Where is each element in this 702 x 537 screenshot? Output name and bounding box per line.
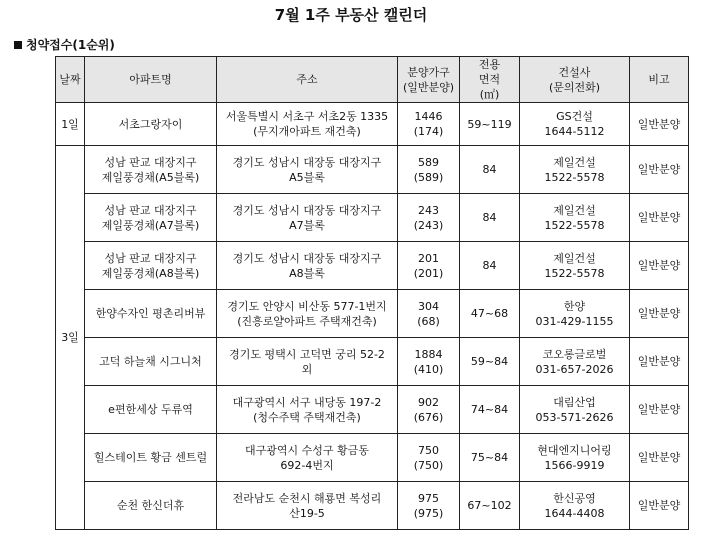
units-general: (68)	[417, 314, 440, 328]
area-cell: 74~84	[460, 386, 520, 434]
note-cell: 일반분양	[630, 290, 689, 338]
table-row	[56, 482, 689, 530]
area-cell: 84	[460, 146, 520, 194]
header-area: 전용 면적 (㎡)	[460, 57, 520, 103]
apartment-cell: 고덕 하늘채 시그니처	[85, 338, 217, 386]
builder-cell: 한양 031-429-1155	[520, 290, 630, 338]
units-total: 304	[418, 299, 439, 313]
units-cell	[398, 242, 460, 290]
units-total: 1446	[414, 110, 443, 123]
area-cell: 84	[460, 194, 520, 242]
units-total: 750	[418, 443, 439, 457]
table-row	[56, 146, 689, 194]
note-cell: 일반분양	[630, 103, 689, 146]
header-date: 날짜	[56, 57, 85, 103]
header-units: 분양가구 (일반분양)	[398, 57, 460, 103]
calendar-table	[55, 56, 689, 530]
table-row	[56, 434, 689, 482]
units-cell	[398, 434, 460, 482]
units-cell	[398, 194, 460, 242]
address-cell: 전라남도 순천시 해룡면 복성리 산19-5	[217, 482, 398, 530]
apartment-cell: 성남 판교 대장지구 제일풍경채(A5블록)	[85, 146, 217, 194]
address-cell: 대구광역시 서구 내당동 197-2 (청수주택 주택재건축)	[217, 386, 398, 434]
date-cell: 3일	[56, 146, 85, 530]
units-general: (750)	[413, 458, 444, 472]
note-cell: 일반분양	[630, 194, 689, 242]
apartment-cell: 성남 판교 대장지구 제일풍경채(A8블록)	[85, 242, 217, 290]
units-cell	[398, 146, 460, 194]
note-cell: 일반분양	[630, 338, 689, 386]
builder-cell: 제일건설 1522-5578	[520, 146, 630, 194]
area-cell: 47~68	[460, 290, 520, 338]
units-total: 1884	[414, 347, 443, 361]
apartment-cell: 한양수자인 평촌리버뷰	[85, 290, 217, 338]
address-cell: 경기도 성남시 대장동 대장지구 A8블록	[217, 242, 398, 290]
units-general: (676)	[413, 410, 444, 424]
address-cell: 대구광역시 수성구 황금동 692-4번지	[217, 434, 398, 482]
builder-cell: 한신공영 1644-4408	[520, 482, 630, 530]
builder-cell: 대림산업 053-571-2626	[520, 386, 630, 434]
units-general: (174)	[413, 125, 444, 138]
units-cell	[398, 103, 460, 146]
table-row	[56, 338, 689, 386]
header-note: 비고	[630, 57, 689, 103]
table-row	[56, 194, 689, 242]
address-cell: 서울특별시 서초구 서초2동 1335 (무지개아파트 재건축)	[217, 103, 398, 146]
section-heading	[14, 36, 115, 53]
header-address: 주소	[217, 57, 398, 103]
units-cell	[398, 482, 460, 530]
area-cell: 67~102	[460, 482, 520, 530]
note-cell: 일반분양	[630, 434, 689, 482]
units-cell	[398, 386, 460, 434]
header-builder: 건설사 (문의전화)	[520, 57, 630, 103]
units-general: (243)	[413, 218, 444, 232]
address-cell: 경기도 성남시 대장동 대장지구 A7블록	[217, 194, 398, 242]
address-cell: 경기도 성남시 대장동 대장지구 A5블록	[217, 146, 398, 194]
date-cell: 1일	[56, 103, 85, 146]
table-row	[56, 103, 689, 146]
note-cell: 일반분양	[630, 242, 689, 290]
units-cell	[398, 290, 460, 338]
units-general: (201)	[413, 266, 444, 280]
apartment-cell: e편한세상 두류역	[85, 386, 217, 434]
note-cell: 일반분양	[630, 386, 689, 434]
section-title: 청약접수(1순위)	[26, 38, 115, 52]
area-cell: 75~84	[460, 434, 520, 482]
square-bullet-icon	[14, 41, 22, 49]
header-apartment: 아파트명	[85, 57, 217, 103]
units-total: 902	[418, 395, 439, 409]
builder-cell: 제일건설 1522-5578	[520, 194, 630, 242]
builder-cell: 현대엔지니어링 1566-9919	[520, 434, 630, 482]
builder-cell: 코오롱글로벌 031-657-2026	[520, 338, 630, 386]
header-row	[56, 57, 689, 103]
units-general: (589)	[413, 170, 444, 184]
address-cell: 경기도 안양시 비산동 577-1번지 (진흥로얄아파트 주택재건축)	[217, 290, 398, 338]
units-total: 589	[418, 155, 439, 169]
apartment-cell: 서초그랑자이	[85, 103, 217, 146]
builder-cell: 제일건설 1522-5578	[520, 242, 630, 290]
table-row	[56, 290, 689, 338]
apartment-cell: 순천 한신더휴	[85, 482, 217, 530]
address-cell: 경기도 평택시 고덕면 궁리 52-2 외	[217, 338, 398, 386]
table-row	[56, 386, 689, 434]
area-cell: 59~119	[460, 103, 520, 146]
note-cell: 일반분양	[630, 146, 689, 194]
area-cell: 84	[460, 242, 520, 290]
builder-cell: GS건설 1644-5112	[520, 103, 630, 146]
page-title: 7월 1주 부동산 캘린더	[274, 6, 428, 24]
units-total: 243	[418, 203, 439, 217]
apartment-cell: 성남 판교 대장지구 제일풍경채(A7블록)	[85, 194, 217, 242]
units-cell	[398, 338, 460, 386]
area-cell: 59~84	[460, 338, 520, 386]
units-total: 975	[418, 491, 439, 505]
units-general: (410)	[413, 362, 444, 376]
units-total: 201	[418, 251, 439, 265]
units-general: (975)	[413, 506, 444, 520]
apartment-cell: 힐스테이트 황금 센트럴	[85, 434, 217, 482]
table-row	[56, 242, 689, 290]
note-cell: 일반분양	[630, 482, 689, 530]
